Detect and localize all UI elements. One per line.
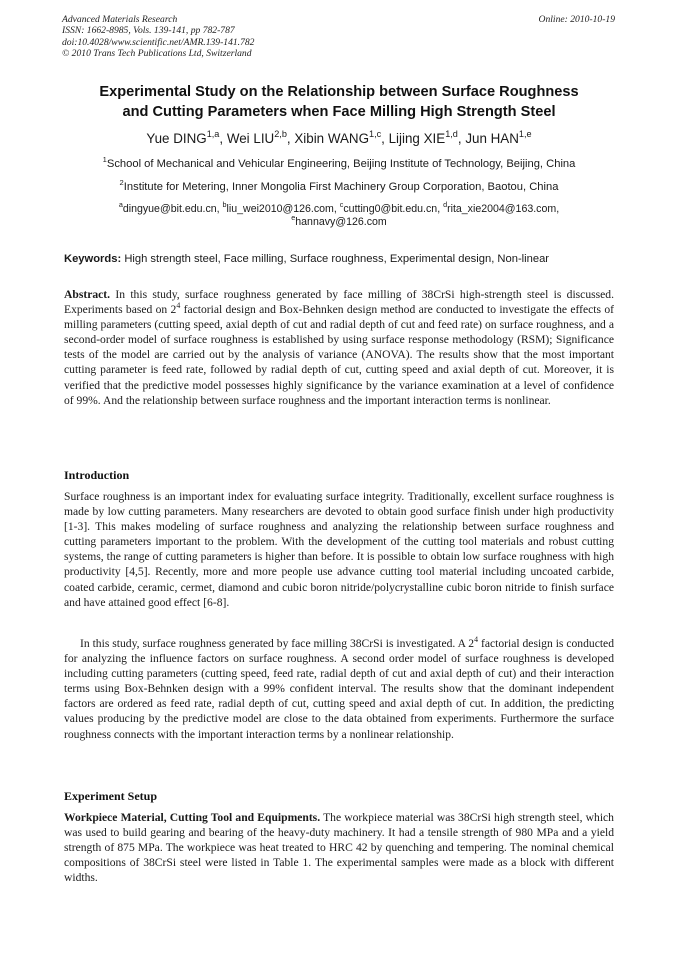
author-list: Yue DING$^{1,a}$, Wei LIU$^{2,b}$, Xibin WANG$^{1,c}$, Lijing XIE$^{1,d}$, Jun HAN$^{1,e}$ <box>146 129 532 146</box>
section-heading-introduction: Introduction <box>64 468 130 482</box>
email[interactable]: $^d$rita_xie2004@163.com <box>443 200 557 215</box>
introduction-paragraph-1: Surface roughness is an important index for evaluating surface integrity. Traditionally, excellent surface roughness is made by low cutting parameters. Many researchers are devoted to obtain good surface finish under high productivity [1-3]. This makes modeling of surface roughness and analyzing the relationship between surface roughness and cutting parameters important to the problem. With the development of the cutting tool materials and robust cutting systems, the range of cutting parameters is higher than before. It is possible to obtain low surface roughness with high productivity [4,5]. Recently, more and more people use advance cutting tool material including uncoated carbide, coated carbide, ceramic, cermet, diamond and cubic boron nitride/polycrystalline cubic boron nitride to finish surface and have attained good effect [6-8]. <box>64 490 614 609</box>
author: Xibin WANG$^{1,c}$ <box>294 129 382 146</box>
title-line-1: Experimental Study on the Relationship between Surface Roughness <box>99 84 579 100</box>
journal-name: Advanced Materials Research <box>62 14 178 25</box>
email[interactable]: $^b$liu_wei2010@126.com <box>222 200 334 215</box>
email[interactable]: $^e$hannavy@126.com <box>291 213 387 228</box>
abstract: Abstract. In this study, surface roughness generated by face milling of 38CrSi high-strength steel is discussed. Experiments based on $2^4$ factorial design and Box-Behnken design method are conducted to investigate the effects of milling parameters (cutting speed, axial depth of cut and radial depth of cut and feed rate) on surface roughness, and a second-order model of surface roughness is established by using surface response methodology (RSM); Significance tests of the model are carried out by the analysis of variance (ANOVA). The results show that the most important cutting parameter is feed rate, followed by radial depth of cut, cutting speed and axial depth of cut. Moreover, it is verified that the predictive model possesses highly significance by the variance examination at a level of confidence of 99%. And the relationship between surface roughness and the important interaction terms is nonlinear. <box>64 288 614 407</box>
author: Lijing XIE$^{1,d}$ <box>388 129 458 146</box>
introduction-paragraph-2: In this study, surface roughness generated by face milling 38CrSi is investigated. A $2^4$ factorial design is conducted for analyzing the influence factors on surface roughness. A second order model of surface roughness is developed including cutting parameters (cutting speed, feed rate, radial depth of cut and axial depth of cut) and their interaction terms using Box-Behnken design with a 99% confident interval. The results show that the dominant independent factors are ordered as feed rate, radial depth of cut, cutting speed and axial depth of cut. In addition, the predicting values producing by the predictive model are close to the data obtained from experiments. Furthermore the surface roughness connects with the important interaction terms by a nonlinear relationship. <box>64 634 615 741</box>
subsection-heading: Workpiece Material, Cutting Tool and Equipments. <box>64 811 321 824</box>
author: Yue DING$^{1,a}$ <box>146 129 220 146</box>
email[interactable]: $^a$dingyue@bit.edu.cn <box>118 200 217 215</box>
keywords <box>64 252 624 266</box>
experiment-setup-paragraph: Workpiece Material, Cutting Tool and Equipments. The workpiece material was 38CrSi high strength steel, which was used to build gearing and bearing of the heavy-duty machinery. It had a tensile strength of 980 MPa and a yield strength of 875 MPa. The workpiece was heat treated to HRC 42 by quenching and tempering. The nominal chemical compositions of 38CrSi steel were listed in Table 1. The experimental samples were made as a block with different widths. <box>64 811 614 885</box>
affiliation-1: $^1$School of Mechanical and Vehicular Engineering, Beijing Institute of Technology, Beijing, China <box>102 154 576 170</box>
keywords-label: Keywords: <box>64 253 122 265</box>
paper-title <box>40 82 638 122</box>
abstract-label: Abstract. <box>64 288 111 301</box>
affiliation-2: $^2$Institute for Metering, Inner Mongolia First Machinery Group Corporation, Baotou, China <box>119 177 559 193</box>
section-heading-experiment-setup: Experiment Setup <box>64 789 157 803</box>
doi-line: doi:10.4028/www.scientific.net/AMR.139-141.782 <box>62 36 255 48</box>
author: Wei LIU$^{2,b}$ <box>226 129 287 146</box>
keywords-text: High strength steel, Face milling, Surface roughness, Experimental design, Non-linear <box>124 253 550 265</box>
copyright-line: © 2010 Trans Tech Publications Ltd, Switzerland <box>62 48 252 60</box>
email[interactable]: $^c$cutting0@bit.edu.cn <box>339 200 438 215</box>
author: Jun HAN$^{1,e}$ <box>465 129 532 146</box>
title-line-2: and Cutting Parameters when Face Milling High Strength Steel <box>122 104 556 120</box>
online-date: Online: 2010-10-19 <box>538 14 615 25</box>
author-emails: $^a$dingyue@bit.edu.cn, $^b$liu_wei2010@126.com, $^c$cutting0@bit.edu.cn, $^d$rita_xie2004@163.com, $^e$hannavy@126.com <box>118 200 560 228</box>
issn-line: ISSN: 1662-8985, Vols. 139-141, pp 782-787 <box>62 25 235 37</box>
journal-header <box>62 14 254 60</box>
